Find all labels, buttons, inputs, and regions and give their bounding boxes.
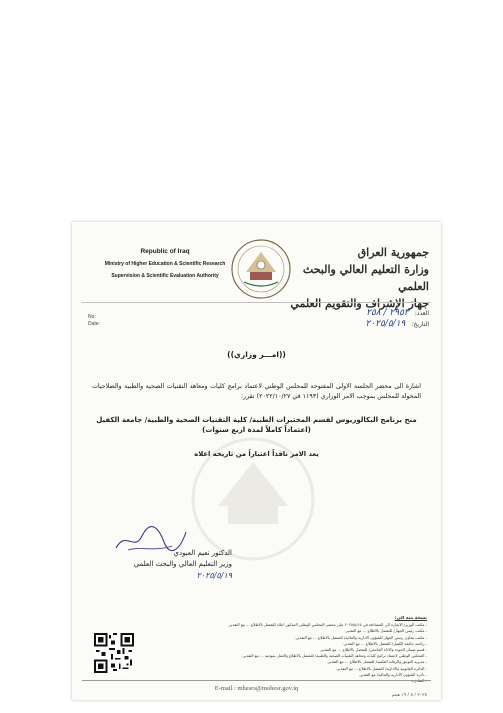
footer-code: ٢٠٢٥ / ٥ / ١٩ هيثم: [391, 693, 427, 698]
order-paragraph: اشارة الى محضر الجلسة الاولى المفتوحة للمجلس الوطني لاعتماد برامج كليات ومعاهد التقنيات الصحية والطبية والصلاحيات المخولة للمجلس بموجب الامر الوزاري (١١٩٣ في ٢٠٢٢/١٠/٢٧) تقرر:: [92, 383, 421, 400]
grant-line-2: (اعتماداً كاملاً لمدة اربع سنوات): [202, 426, 311, 434]
copies-title: نسخة منه الى:: [394, 616, 427, 621]
ar-number-value: ٢٩٥٣ / ٢٥٨: [366, 308, 409, 318]
ar-date-value: ٢٠٢٥/٥/١٩: [365, 319, 406, 329]
copies-item: - رئاسة جامعة الكفيل/ للتفضل بالاطلاع ... مع التقدير.: [342, 640, 427, 646]
number-label: No:: [88, 314, 96, 320]
copies-item: - دائرة الشؤون الادارية والمالية/ مع التقدير.: [358, 671, 427, 677]
signatory-title: وزير التعليم العالي والبحث العلمي: [133, 560, 232, 568]
watermark-emblem-icon: [188, 434, 318, 564]
copies-item: - مديرية التوثيق والرقابة العلمية/ للتفضل بالاطلاع ... مع التقدير.: [326, 659, 427, 665]
signature-block: [92, 548, 232, 581]
qr-code-icon: [94, 633, 134, 673]
header-en-country: Republic of Iraq: [140, 248, 190, 255]
copies-item: - الدائرة القانونية والادارية/ للتفضل بالاطلاع ... مع التقدير.: [336, 665, 427, 671]
copies-item: - مكتب معاون رئيس الجهاز للشؤون الادارية والمالية/ للتفضل بالاطلاع ... مع التقدير.: [295, 634, 427, 640]
copies-list: [88, 616, 427, 684]
header-en-authority: Supervision & Scientific Evaluation Authority: [111, 273, 219, 279]
ar-number-label: العدد:: [414, 310, 429, 317]
copies-item: - مكتب الوزير/ الاشارة الى المصادقة في ٢٠٢٥/٥/١٥ على محضر المجلس الوطني المذكور اعلاه للتفضل بالاطلاع ... مع التقدير.: [227, 622, 427, 628]
english-header: [90, 248, 240, 279]
footer-email: E-mail : mhesrs@mohesr.gov.iq: [214, 685, 299, 692]
effective-statement: يعد الامر نافذاً اعتباراً من تاريخه اعلاه: [194, 450, 319, 458]
header-en-ministry: Ministry of Higher Education & Scientific Research: [104, 261, 226, 267]
header-ar-country: جمهورية العراق: [357, 246, 429, 259]
header-divider: [82, 302, 431, 303]
order-title: ((امـــر وزاري)): [227, 350, 286, 359]
grant-line-1: منح برنامج البكالوريوس لقسم المختبرات الطبية/ كلية التقنيات الصحية والطبية/ جامعة الكفيل: [96, 416, 417, 424]
english-reference-block: [88, 314, 100, 328]
copies-item: - قسم ضمان الجودة والاداء الجامعي/ للتفضل بالاطلاع ... مع التقدير.: [319, 647, 427, 653]
signatory-name: الدكتور نعيم العبودي: [173, 549, 232, 557]
footer-divider: [82, 680, 431, 681]
arabic-reference-block: [365, 308, 429, 330]
copies-item: - مكتب رئيس الجهاز/ للتفضل بالاطلاع ... مع التقدير.: [344, 628, 427, 634]
date-label: Date:: [88, 321, 100, 327]
header-ar-ministry: وزارة التعليم العالي والبحث العلمي: [302, 263, 429, 293]
signature-date: ٢٠٢٥/٥/١٩: [196, 571, 232, 580]
header-ar-authority: جهاز الإشراف والتقويم العلمي: [290, 297, 429, 310]
grant-statement: [92, 415, 421, 435]
copies-item: - المجلس الوطني لاعتماد برامج كليات ومعاهد التقنيات الصحية والطبية/ للتفضل بالاطلاع والعمل بموجبه ... مع التقدير.: [241, 653, 427, 659]
copies-item: - الصادرة.: [411, 678, 427, 684]
document-page: [72, 222, 441, 700]
ar-date-label: التاريخ:: [411, 321, 429, 328]
